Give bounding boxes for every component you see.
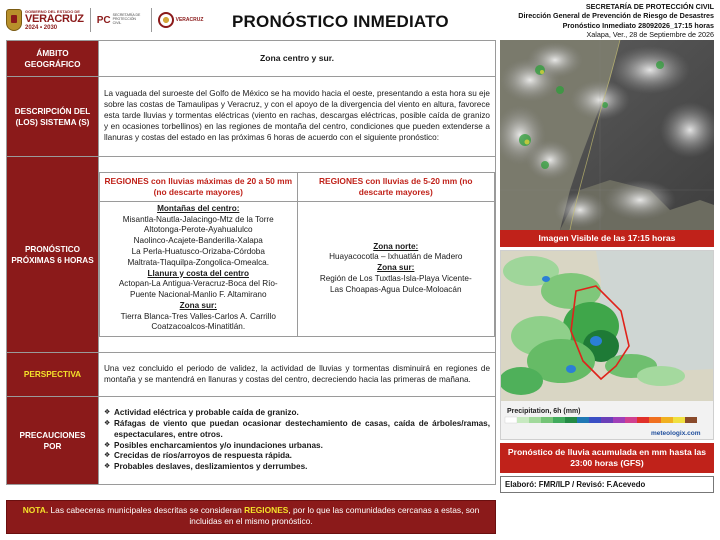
perspectiva-text: Una vez concluido el periodo de validez, la actividad de lluvias y tormentas disminuirá en regiones de montaña y se mantendrá en llanuras y costas del centro, decreciendo hacia las primeras de mañana. [99, 353, 496, 397]
seal-icon [158, 12, 174, 28]
zona-sur-heading: Zona sur: [377, 263, 415, 273]
region-heavy-header: REGIONES con lluvias máximas de 20 a 50 mm (no descarte mayores) [100, 172, 298, 201]
precip-brand: meteologix.com [651, 430, 701, 437]
pc-logo [97, 14, 145, 26]
perspectiva-label: PERSPECTIVA [7, 353, 99, 397]
satellite-image [500, 40, 714, 230]
list-item: ❖ Posibles encharcamientos y/o inundaciones urbanas. [104, 441, 490, 452]
pc-mark: PC [96, 14, 111, 26]
zona-norte-heading: Zona norte: [373, 241, 419, 251]
row-ambito [7, 41, 496, 77]
note-rest: , por lo que las comunidades cercanas a estas, son incluidas en el mismo pronóstico. [189, 505, 480, 526]
gfs-caption: Pronóstico de lluvia acumulada en mm hasta las 23:00 horas (GFS) [500, 443, 714, 473]
region-line: Coatzacoalcos-Minatitlán. [151, 322, 246, 332]
pc-subtitle: SECRETARÍA DE PROTECCIÓN CIVIL [112, 13, 141, 25]
region-line: Las Choapas-Agua Dulce-Moloacán [329, 284, 462, 294]
list-item: ❖ Ráfagas de viento que puedan ocasionar destechamiento de casas, caída de árboles/ramas, espectaculares, entre otros. [104, 419, 490, 441]
region-line: Región de Los Tuxtlas-Isla-Playa Vicente- [319, 273, 472, 283]
region-line: La Perla-Huatusco-Orizaba-Córdoba [131, 246, 265, 256]
ambito-value: Zona centro y sur. [99, 41, 496, 77]
visible-image-caption: Imagen Visible de las 17:15 horas [500, 230, 714, 247]
zona-sur-heading: Zona sur: [179, 300, 217, 310]
page-title: PRONÓSTICO INMEDIATO [232, 12, 449, 31]
logo-top-text: GOBIERNO DEL ESTADO DE [25, 8, 80, 14]
region-light-header: REGIONES con lluvias de 5-20 mm (no descarte mayores) [297, 172, 495, 201]
agency-info [518, 2, 714, 40]
region-light-list [297, 201, 495, 337]
row-pronostico [7, 157, 496, 353]
veracruz-logo [6, 9, 84, 31]
region-heavy-list [100, 201, 298, 337]
note-text: Las cabeceras municipales descritas se consideran [48, 505, 245, 515]
precauciones-list [104, 408, 490, 473]
circle-logo [158, 12, 204, 28]
agency-line-1: SECRETARÍA DE PROTECCIÓN CIVIL [585, 2, 714, 11]
descripcion-text: La vaguada del suroeste del Golfo de México se ha movido hacia el oeste, presentando a esta hora su eje sobre las costas de Tamaulipas y Veracruz, y con el apoyo de la divergencia del viento en altura, favorece esta tarde lluvias y tormentas eléctricas (viento en rachas, descargas eléctricas, posible caída de granizo y en ocasiones torbellinos) en las regiones de montaña del centro, condiciones que pueden extenderse a llanuras y costas del estado en las próximas 6 horas de acuerdo con el siguiente pronóstico: [99, 77, 496, 157]
forecast-table [6, 40, 496, 485]
logo-state-text: VERACRUZ [25, 12, 84, 25]
region-line: Naolinco-Acajete-Banderilla-Xalapa [133, 236, 263, 246]
header [0, 0, 720, 40]
note-lead: NOTA. [22, 505, 49, 515]
region-line: Maltrata-Tlaquilpa-Zongolica-Omealca. [127, 257, 270, 267]
region-line: Misantla-Nautla-Jalacingo-Mtz de la Torre [122, 214, 274, 224]
row-precauciones [7, 397, 496, 485]
row-perspectiva [7, 353, 496, 397]
logo-years-text: 2024 • 2030 [25, 24, 58, 31]
bulletin-date: Xalapa, Ver., 28 de Septiembre de 2026 [586, 30, 714, 40]
note-banner [6, 500, 496, 534]
descripcion-label: DESCRIPCIÓN DEL (LOS) SISTEMA (S) [7, 77, 99, 157]
logo-group [6, 4, 203, 36]
agency-line-2: Dirección General de Prevención de Riesgo de Desastres [518, 11, 714, 21]
circle-logo-text: VERACRUZ [175, 16, 204, 23]
montanas-heading: Montañas del centro: [157, 203, 240, 213]
note-key: REGIONES [244, 505, 289, 515]
satellite-visible-image [500, 40, 714, 230]
bulletin-id: Pronóstico Inmediato 28092026_17:15 horas [562, 20, 714, 30]
llanura-heading: Llanura y costa del centro [147, 268, 249, 278]
region-line: Huayacocotla – Ixhuatlán de Madero [329, 252, 463, 262]
region-line: Altotonga-Perote-Ayahualulco [143, 225, 253, 235]
ambito-label: ÁMBITO GEOGRÁFICO [7, 41, 99, 77]
list-item: ❖ Crecidas de ríos/arroyos de respuesta rápida. [104, 451, 490, 462]
region-line: Actopan-La Antigua-Veracruz-Boca del Río- [118, 279, 278, 289]
pronostico-label: PRONÓSTICO PRÓXIMAS 6 HORAS [7, 157, 99, 353]
row-descripcion [7, 77, 496, 157]
precipitation-map [500, 250, 714, 440]
list-item: ❖ Actividad eléctrica y probable caída de granizo. [104, 408, 490, 419]
precipitation-forecast-image [501, 251, 713, 439]
precauciones-label: PRECAUCIONES POR [7, 397, 99, 485]
shield-icon [6, 9, 22, 31]
precip-title: Precipitation, 6h (mm) [507, 408, 581, 415]
region-line: Puente Nacional-Manlio F. Altamirano [129, 290, 267, 300]
author-credit: Elaboró: FMR/ILP / Revisó: F.Acevedo [500, 476, 714, 493]
region-line: Tierra Blanca-Tres Valles-Carlos A. Carrillo [120, 311, 276, 321]
list-item: ❖ Probables deslaves, deslizamientos y derrumbes. [104, 462, 490, 473]
logo-divider [151, 8, 152, 32]
imagery-column [500, 40, 714, 493]
logo-divider [90, 8, 91, 32]
